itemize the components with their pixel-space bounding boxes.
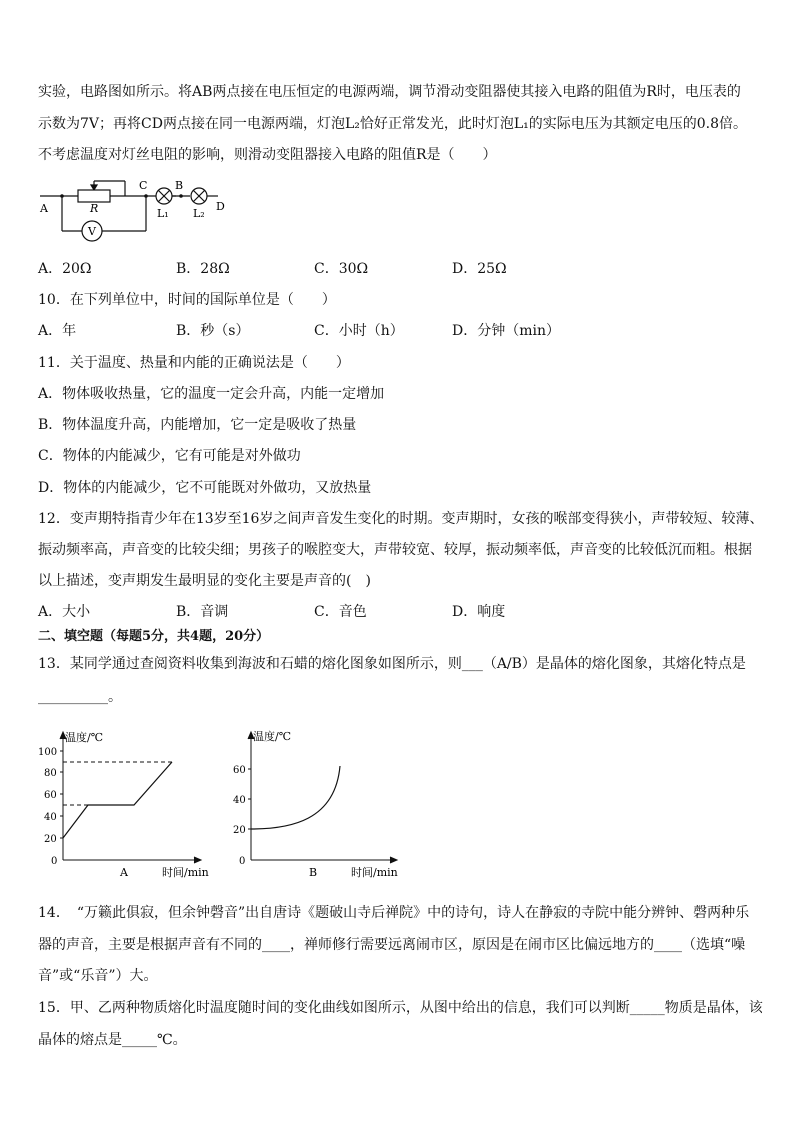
- graph-b-tick-0: 0: [239, 856, 246, 867]
- graph-b-name: B: [309, 866, 318, 879]
- q10-option-a: A．年: [38, 323, 77, 339]
- circuit-diagram: [36, 176, 236, 248]
- q12-line-1: 12．变声期特指青少年在13岁至16岁之间声音发生变化的时期。变声期时，女孩的喉部变得狭小，声带较短、较薄、: [38, 511, 764, 527]
- q11-option-a: A．物体吸收热量，它的温度一定会升高，内能一定增加: [38, 386, 385, 402]
- graph-b-ylabel: 温度/℃: [253, 730, 292, 743]
- circuit-label-v: V: [88, 225, 96, 238]
- graph-a-tick-20: 20: [44, 834, 57, 845]
- q9-option-b: B．28Ω: [176, 261, 230, 277]
- circuit-label-l1: L₁: [157, 207, 169, 220]
- graph-a-tick-40: 40: [44, 812, 57, 823]
- q10-option-c: C．小时（h）: [314, 323, 404, 339]
- graph-b-xlabel: 时间/min: [351, 866, 398, 879]
- graph-b: [230, 724, 408, 882]
- q9-line-3: 不考虑温度对灯丝电阻的影响，则滑动变阻器接入电路的阻值R是（ ）: [38, 147, 497, 163]
- circuit-label-d: D: [216, 200, 225, 213]
- q15-line-2: 晶体的熔点是_____℃。: [38, 1032, 187, 1048]
- q11-stem: 11．关于温度、热量和内能的正确说法是（ ）: [38, 355, 350, 371]
- q12-option-d: D．响度: [452, 604, 506, 620]
- q10-option-b: B．秒（s）: [176, 323, 250, 339]
- circuit-label-l2: L₂: [193, 207, 205, 220]
- circuit-label-a: A: [40, 202, 48, 215]
- q9-option-a: A．20Ω: [38, 261, 92, 277]
- graph-a-tick-0: 0: [51, 856, 58, 867]
- graph-b-tick-60: 60: [233, 765, 246, 776]
- q9-option-d: D．25Ω: [452, 261, 507, 277]
- section-heading: 二、填空题（每题5分，共4题，20分）: [38, 629, 270, 644]
- q9-line-2: 示数为7V；再将CD两点接在同一电源两端，灯泡L₂恰好正常发光，此时灯泡L₁的实际电压为其额定电压的0.8倍。: [38, 116, 748, 132]
- q14-line-2: 器的声音，主要是根据声音有不同的____，禅师修行需要远离闹市区，原因是在闹市区比偏远地方的____（选填“噪: [38, 937, 746, 953]
- q13-line-1: 13．某同学通过查阅资料收集到海波和石蜡的熔化图象如图所示，则___（A/B）是晶体的熔化图象，其熔化特点是: [38, 656, 746, 672]
- graph-a-tick-60: 60: [44, 790, 57, 801]
- q13-line-2: __________。: [38, 689, 122, 705]
- graph-a-name: A: [120, 866, 128, 879]
- q11-option-d: D．物体的内能减少，它不可能既对外做功，又放热量: [38, 480, 372, 496]
- q9-option-c: C．30Ω: [314, 261, 369, 277]
- q10-option-d: D．分钟（min）: [452, 323, 560, 339]
- graph-b-tick-20: 20: [233, 825, 246, 836]
- graph-a-ylabel: 温度/℃: [65, 731, 104, 744]
- q11-option-b: B．物体温度升高，内能增加，它一定是吸收了热量: [38, 417, 357, 433]
- graph-a: [34, 726, 218, 882]
- q11-option-c: C．物体的内能减少，它有可能是对外做功: [38, 448, 301, 464]
- graph-a-tick-80: 80: [44, 768, 57, 779]
- q12-option-c: C．音色: [314, 604, 367, 620]
- q14-line-3: 音”或“乐音”）大。: [38, 968, 158, 984]
- q10-stem: 10．在下列单位中，时间的国际单位是（ ）: [38, 292, 336, 308]
- q12-option-b: B．音调: [176, 604, 229, 620]
- q14-line-1: 14． “万籁此俱寂，但余钟磬音”出自唐诗《题破山寺后禅院》中的诗句，诗人在静寂的寺院中能分辨钟、磬两种乐: [38, 905, 750, 921]
- q12-line-3: 以上描述，变声期发生最明显的变化主要是声音的( ): [38, 573, 371, 589]
- q9-line-1: 实验，电路图如所示。将AB两点接在电压恒定的电源两端，调节滑动变阻器使其接入电路的阻值为R时，电压表的: [38, 84, 741, 100]
- graph-a-xlabel: 时间/min: [162, 866, 209, 879]
- circuit-label-c: C: [139, 179, 148, 192]
- graph-a-tick-100: 100: [38, 747, 58, 758]
- q12-option-a: A．大小: [38, 604, 91, 620]
- q12-line-2: 振动频率高，声音变的比较尖细；男孩子的喉腔变大，声带较宽、较厚，振动频率低，声音变的比较低沉而粗。根据: [38, 542, 752, 558]
- q15-line-1: 15．甲、乙两种物质熔化时温度随时间的变化曲线如图所示，从图中给出的信息，我们可以判断_____物质是晶体，该: [38, 1000, 763, 1016]
- circuit-label-b: B: [175, 179, 184, 192]
- circuit-label-r: R: [90, 202, 99, 215]
- graph-b-tick-40: 40: [233, 795, 246, 806]
